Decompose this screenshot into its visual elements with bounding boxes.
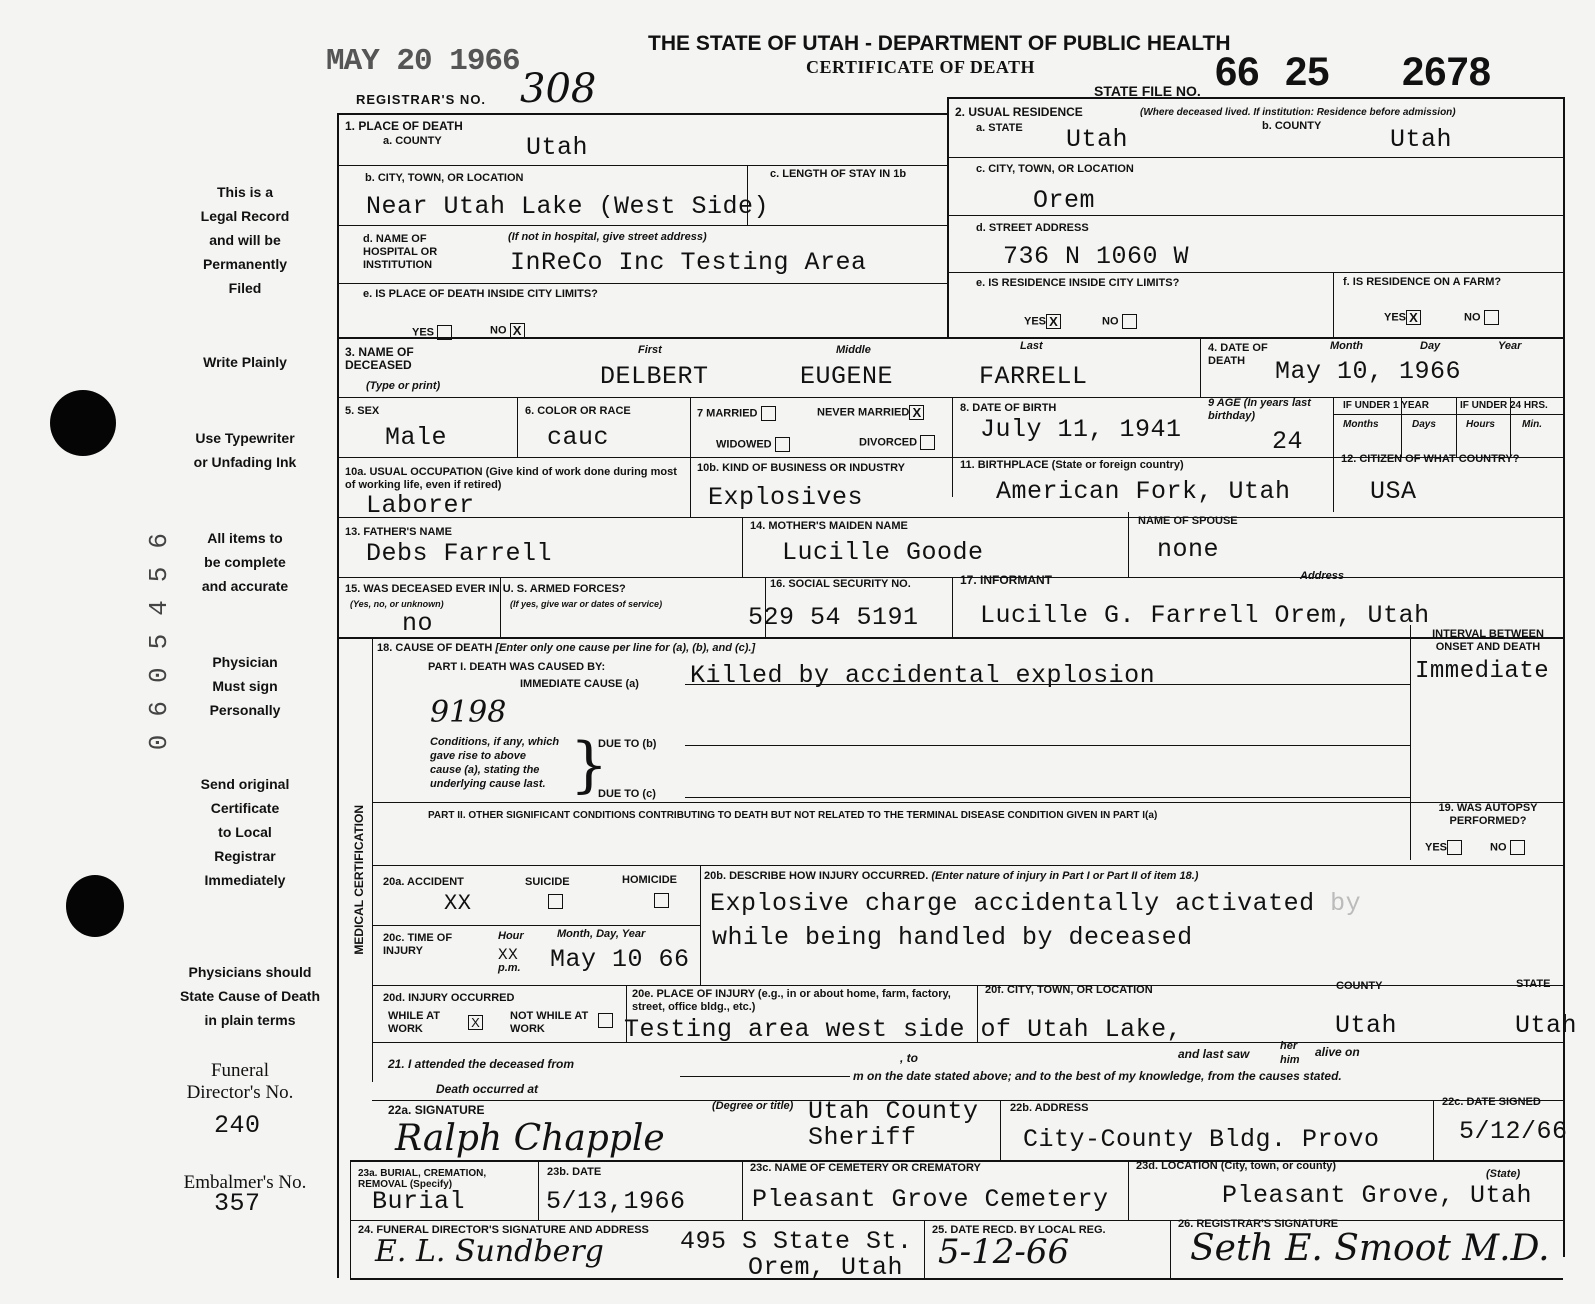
citizen-label: 12. CITIZEN OF WHAT COUNTRY?	[1341, 453, 1520, 465]
residence-inside-no: NO	[1102, 314, 1137, 329]
injury-description-line2: while being handled by deceased	[712, 923, 1193, 952]
immediate-cause-label: IMMEDIATE CAUSE (a)	[520, 678, 639, 690]
state-file-label: STATE FILE NO.	[1094, 83, 1201, 99]
armed-note: (Yes, no, or unknown)	[350, 599, 444, 609]
mother-value: Lucille Goode	[782, 538, 984, 567]
place-of-injury-label: 20e. PLACE OF INJURY (e.g., in or about home, farm, factory, street, office bldg., etc.)	[632, 988, 951, 1013]
sidebar-send-original: Send original Certificate to Local Registrar Immediately	[200, 776, 290, 888]
citizen-value: USA	[1370, 477, 1417, 506]
due-to-b-label: DUE TO (b)	[598, 738, 657, 750]
sex-label: 5. SEX	[345, 405, 380, 417]
father-value: Debs Farrell	[366, 539, 553, 568]
burial-location-value: Pleasant Grove, Utah	[1222, 1181, 1533, 1210]
place-inside-yes: YES	[412, 325, 452, 340]
informant-address-label: Address	[1300, 570, 1345, 582]
days-label: Days	[1412, 419, 1436, 430]
cemetery-value: Pleasant Grove Cemetery	[752, 1185, 1109, 1214]
place-county-label: a. COUNTY	[383, 135, 442, 147]
month-label: Month	[1330, 340, 1363, 352]
degree-label: (Degree or title)	[712, 1100, 794, 1112]
certifier-title-line2: Sheriff	[808, 1123, 917, 1152]
first-name-label: First	[638, 344, 662, 356]
injury-county-label: COUNTY	[1336, 980, 1383, 992]
place-of-death-label: 1. PLACE OF DEATH	[345, 119, 463, 133]
date-of-death-value: May 10, 1966	[1275, 357, 1462, 386]
last-name-label: Last	[1020, 340, 1043, 352]
part2-label: PART II. OTHER SIGNIFICANT CONDITIONS CONTRIBUTING TO DEATH BUT NOT RELATED TO THE TERMINAL DISEASE CONDITION GIVEN IN PART I(a)	[428, 810, 1158, 821]
registrar-no: 308	[520, 66, 597, 112]
hours-label: Hours	[1466, 419, 1495, 430]
min-label: Min.	[1522, 419, 1542, 430]
sidebar-physicians-should: Physicians should State Cause of Death in plain terms	[179, 964, 321, 1028]
funeral-director-label: 24. FUNERAL DIRECTOR'S SIGNATURE AND ADDRESS	[358, 1224, 649, 1236]
residence-note: (Where deceased lived. If institution: Residence before admission)	[1140, 107, 1456, 118]
middle-name-value: EUGENE	[800, 362, 894, 391]
farm-label: f. IS RESIDENCE ON A FARM?	[1343, 276, 1502, 288]
farm-yes: YES X	[1384, 310, 1421, 325]
year-label: Year	[1498, 340, 1522, 352]
funeral-address-line1: 495 S State St.	[680, 1227, 913, 1256]
cemetery-label: 23c. NAME OF CEMETERY OR CREMATORY	[750, 1162, 981, 1174]
deceased-type-note: (Type or print)	[366, 380, 441, 392]
dob-label: 8. DATE OF BIRTH	[960, 402, 1057, 414]
accident-mark: XX	[444, 891, 472, 916]
place-county-value: Utah	[526, 133, 589, 162]
date-received-value: 5-12-66	[938, 1232, 1070, 1272]
residence-street-value: 736 N 1060 W	[1003, 242, 1190, 271]
age-value: 24	[1272, 427, 1304, 456]
injury-state-value: Utah	[1515, 1011, 1578, 1040]
conditions-note: Conditions, if any, which gave rise to above cause (a), stating the underlying cause last.	[430, 736, 560, 790]
never-married-label: NEVER MARRIED X	[817, 405, 924, 420]
attended-line-1c: and last saw	[1178, 1047, 1250, 1061]
last-name-value: FARRELL	[979, 362, 1088, 391]
funeral-address-line2: Orem, Utah	[748, 1253, 904, 1282]
residence-street-label: d. STREET ADDRESS	[976, 222, 1089, 234]
certifier-title-line1: Utah County	[808, 1097, 979, 1126]
date-signed-value: 5/12/66	[1459, 1117, 1568, 1146]
part1-label: PART I. DEATH WAS CAUSED BY:	[428, 661, 606, 673]
occupation-value: Laborer	[366, 491, 475, 520]
date-signed-label: 22c. DATE SIGNED	[1442, 1096, 1541, 1108]
hospital-label: d. NAME OF HOSPITAL OR INSTITUTION	[363, 233, 438, 271]
sex-value: Male	[385, 423, 448, 452]
hospital-note: (If not in hospital, give street address)	[508, 231, 707, 243]
place-city-value: Near Utah Lake (West Side)	[366, 192, 770, 221]
birthplace-value: American Fork, Utah	[996, 477, 1291, 506]
date-received-label: 25. DATE RECD. BY LOCAL REG.	[932, 1224, 1106, 1236]
under-24-hrs-label: IF UNDER 24 HRS.	[1460, 400, 1548, 411]
punch-hole-top	[50, 390, 116, 456]
while-at-work-label: WHILE AT WORK	[388, 1010, 440, 1035]
state-file-no-1: 66	[1215, 50, 1260, 94]
stay-length-label: c. LENGTH OF STAY IN 1b	[770, 168, 907, 180]
time-of-injury-mark: XX	[498, 946, 519, 964]
residence-city-value: Orem	[1033, 186, 1096, 215]
interval-value: Immediate	[1415, 658, 1550, 685]
ssn-label: 16. SOCIAL SECURITY NO.	[770, 578, 911, 590]
embalmer-label: Embalmer's No.	[183, 1172, 307, 1193]
suicide-checkbox	[548, 893, 563, 911]
injury-date-value: May 10 66	[550, 945, 690, 974]
business-label: 10b. KIND OF BUSINESS OR INDUSTRY	[697, 462, 906, 474]
death-occurred-label: Death occurred at	[436, 1082, 539, 1096]
residence-state-value: Utah	[1066, 125, 1129, 154]
burial-date-value: 5/13,1966	[546, 1187, 686, 1216]
residence-county-label: b. COUNTY	[1262, 120, 1322, 132]
certifier-address-label: 22b. ADDRESS	[1010, 1102, 1089, 1114]
date-of-death-label: 4. DATE OF DEATH	[1208, 342, 1268, 367]
residence-inside-label: e. IS RESIDENCE INSIDE CITY LIMITS?	[976, 277, 1180, 289]
dob-value: July 11, 1941	[980, 415, 1182, 444]
farm-no: NO	[1464, 310, 1499, 325]
war-note: (If yes, give war or dates of service)	[510, 599, 663, 609]
burial-date-label: 23b. DATE	[547, 1166, 602, 1178]
residence-city-label: c. CITY, TOWN, OR LOCATION	[976, 163, 1134, 175]
cause-code: 9198	[430, 695, 507, 730]
married-label: 7 MARRIED	[697, 406, 776, 421]
place-city-label: b. CITY, TOWN, OR LOCATION	[365, 172, 524, 184]
certifier-address-value: City-County Bldg. Provo	[1023, 1125, 1380, 1154]
suicide-label: SUICIDE	[525, 876, 570, 888]
divorced-label: DIVORCED	[859, 435, 935, 450]
birthplace-label: 11. BIRTHPLACE (State or foreign country)	[960, 459, 1184, 471]
attended-her: her	[1280, 1040, 1298, 1052]
spouse-value: none	[1157, 535, 1220, 564]
punch-hole-bottom	[66, 875, 124, 937]
residence-county-value: Utah	[1390, 125, 1453, 154]
sidebar-complete: All items to be complete and accurate	[201, 530, 289, 594]
middle-name-label: Middle	[836, 344, 871, 356]
attended-line-1a: 21. I attended the deceased from	[388, 1057, 575, 1071]
injury-county-value: Utah	[1335, 1011, 1398, 1040]
business-value: Explosives	[708, 483, 864, 512]
occupation-label: 10a. USUAL OCCUPATION (Give kind of work done during most of working life, even if retired)	[345, 466, 677, 491]
age-label: 9 AGE (In years last birthday)	[1208, 397, 1311, 422]
medical-certification-label: MEDICAL CERTIFICATION	[352, 805, 366, 955]
conditions-brace: }	[570, 730, 609, 800]
day-label: Day	[1420, 340, 1441, 352]
under-1-year-label: IF UNDER 1 YEAR	[1343, 400, 1429, 411]
burial-label: 23a. BURIAL, CREMATION, REMOVAL (Specify)	[358, 1168, 487, 1190]
signature-label: 22a. SIGNATURE	[388, 1103, 485, 1117]
sidebar-legal-record: This is a Legal Record and will be Permanently Filed	[200, 184, 290, 296]
not-while-at-work-label: NOT WHILE AT WORK	[510, 1010, 589, 1035]
armed-forces-value: no	[402, 609, 434, 638]
hour-label: Hour	[498, 930, 524, 942]
time-of-injury-label: 20c. TIME OF INJURY	[383, 932, 453, 957]
ssn-value: 529 54 5191	[748, 603, 919, 632]
mother-label: 14. MOTHER'S MAIDEN NAME	[750, 520, 908, 532]
not-while-at-work-checkbox	[598, 1012, 613, 1030]
race-label: 6. COLOR OR RACE	[525, 405, 631, 417]
burial-state-note: (State)	[1486, 1168, 1521, 1180]
informant-value: Lucille G. Farrell Orem, Utah	[980, 601, 1430, 630]
am-pm-label: p.m.	[498, 962, 521, 974]
place-inside-no: NO X	[490, 323, 525, 338]
autopsy-yes: YES	[1425, 840, 1462, 855]
attended-line-1b: , to	[900, 1051, 918, 1065]
residence-state-label: a. STATE	[976, 122, 1023, 134]
injury-occurred-label: 20d. INJURY OCCURRED	[383, 992, 515, 1004]
accident-label: 20a. ACCIDENT	[383, 876, 464, 888]
autopsy-no: NO	[1490, 840, 1525, 855]
injury-description-line1: Explosive charge accidentally activated by	[710, 889, 1362, 918]
place-of-injury-value: Testing area west side of Utah Lake,	[624, 1015, 1183, 1044]
informant-label: 17. INFORMANT	[960, 573, 1053, 587]
while-at-work-checkbox: X	[468, 1014, 483, 1032]
received-stamp: MAY 20 1966	[326, 44, 520, 79]
state-file-no-3: 2678	[1402, 50, 1491, 94]
residence-label: 2. USUAL RESIDENCE	[955, 105, 1083, 119]
residence-inside-yes: YES X	[1024, 314, 1061, 329]
describe-injury-label: 20b. DESCRIBE HOW INJURY OCCURRED. (Enter nature of injury in Part I or Part II of item 18.)	[704, 870, 1199, 882]
state-file-no-2: 25	[1285, 50, 1330, 94]
race-value: cauc	[547, 423, 610, 452]
autopsy-label: 19. WAS AUTOPSY PERFORMED?	[1438, 802, 1538, 827]
funeral-director-label: Funeral Director's No.	[186, 1060, 294, 1103]
hospital-value: InReCo Inc Testing Area	[510, 248, 867, 277]
immediate-cause-value: Killed by accidental explosion	[690, 661, 1156, 690]
month-day-year-label: Month, Day, Year	[557, 928, 646, 940]
burial-value: Burial	[372, 1187, 466, 1216]
homicide-checkbox	[654, 892, 669, 910]
registrar-no-label: REGISTRAR'S NO.	[356, 92, 487, 107]
widowed-label: WIDOWED	[716, 437, 790, 452]
attended-alive-on: alive on	[1315, 1045, 1360, 1059]
interval-label: INTERVAL BETWEEN ONSET AND DEATH	[1432, 628, 1544, 653]
registrar-signature: Seth E. Smoot M.D.	[1190, 1228, 1550, 1269]
certifier-signature: Ralph Chapple	[395, 1118, 665, 1159]
attended-him: him	[1280, 1054, 1300, 1066]
funeral-director-signature: E. L. Sundberg	[375, 1234, 604, 1269]
homicide-label: HOMICIDE	[622, 874, 677, 886]
injury-state-label: STATE	[1516, 978, 1551, 990]
first-name-value: DELBERT	[600, 362, 709, 391]
months-label: Months	[1343, 419, 1379, 430]
spouse-label: NAME OF SPOUSE	[1138, 515, 1238, 527]
embalmer-no: 357	[214, 1189, 261, 1218]
sidebar-physician: Physician Must sign Personally	[209, 654, 281, 718]
due-to-c-label: DUE TO (c)	[598, 788, 656, 800]
sidebar-typewriter: Use Typewriter or Unfading Ink	[193, 430, 297, 470]
place-inside-city-label: e. IS PLACE OF DEATH INSIDE CITY LIMITS?	[363, 288, 598, 300]
injury-city-label: 20f. CITY, TOWN, OR LOCATION	[985, 984, 1153, 996]
funeral-director-no: 240	[214, 1111, 261, 1140]
deceased-name-label: 3. NAME OF DECEASED	[345, 345, 414, 372]
registrar-signature-label: 26. REGISTRAR'S SIGNATURE	[1178, 1218, 1339, 1230]
vertical-serial-number: 0605456	[144, 515, 174, 751]
sidebar-write-plainly: Write Plainly	[203, 354, 287, 370]
death-occurred-statement: m on the date stated above; and to the best of my knowledge, from the causes stated.	[853, 1069, 1342, 1083]
form-title: THE STATE OF UTAH - DEPARTMENT OF PUBLIC HEALTH	[648, 32, 1231, 55]
burial-location-label: 23d. LOCATION (City, town, or county)	[1136, 1160, 1337, 1172]
cause-label: 18. CAUSE OF DEATH [Enter only one cause per line for (a), (b), and (c).]	[377, 642, 756, 654]
armed-forces-label: 15. WAS DECEASED EVER IN U. S. ARMED FORCES?	[345, 583, 626, 595]
father-label: 13. FATHER'S NAME	[345, 526, 452, 538]
form-subtitle: CERTIFICATE OF DEATH	[806, 57, 1036, 77]
